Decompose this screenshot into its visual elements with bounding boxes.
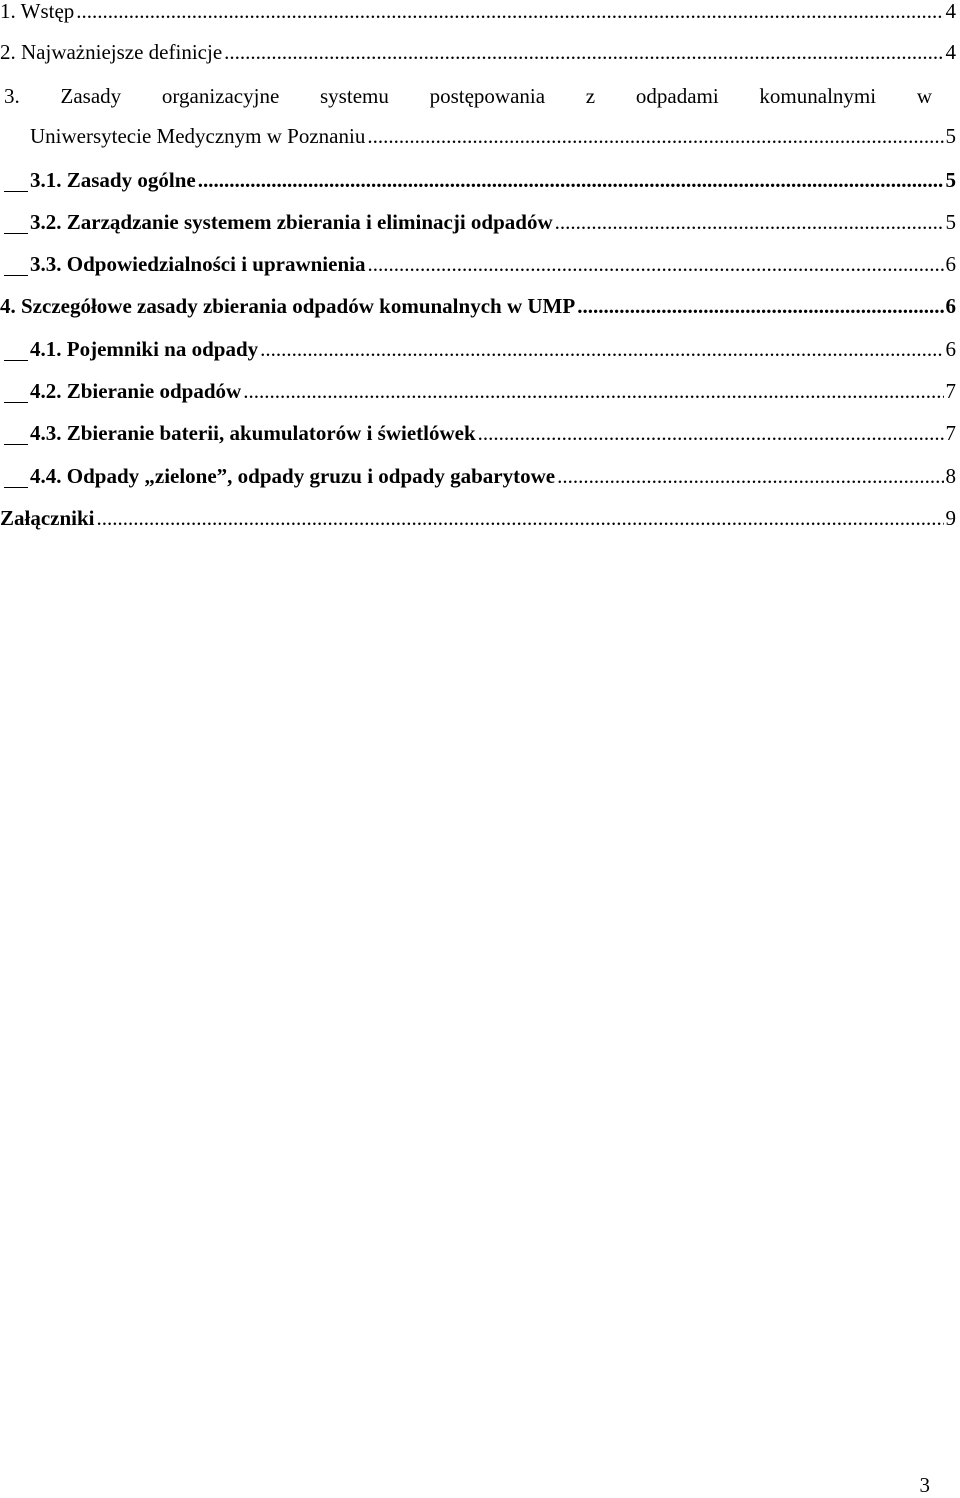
toc-entry-title: Załączniki <box>0 506 95 530</box>
toc-entry-zbieranie-odpadow[interactable] <box>0 376 960 406</box>
toc-entry-definicje[interactable] <box>0 37 960 67</box>
indent-marker <box>4 359 28 361</box>
dot-leader <box>260 334 943 364</box>
toc-entry-title: 3.3. Odpowiedzialności i uprawnienia <box>30 252 366 276</box>
toc-entry-title: 3.1. Zasady ogólne <box>30 168 196 192</box>
indent-marker <box>4 232 28 234</box>
toc-entry-page: 5 <box>945 124 956 148</box>
toc-entry-page: 6 <box>945 252 956 276</box>
dot-leader <box>198 165 944 195</box>
toc-entry-title: 4.3. Zbieranie baterii, akumulatorów i świetlówek <box>30 421 476 445</box>
toc-entry-page: 6 <box>945 294 956 318</box>
dot-leader <box>555 207 944 237</box>
toc-entry-zalaczniki[interactable] <box>0 503 960 533</box>
dot-leader <box>577 291 943 321</box>
toc-entry-odpady-zielone[interactable] <box>0 461 960 491</box>
dot-leader <box>76 0 943 26</box>
toc-entry-zasady-organizacyjne-line2[interactable] <box>0 121 960 151</box>
toc-entry-title-line1: 3. Zasady organizacyjne systemu postępowania z odpadami komunalnymi w <box>4 84 932 108</box>
toc-entry-title: 4.2. Zbieranie odpadów <box>30 379 242 403</box>
indent-marker <box>4 190 28 192</box>
toc-entry-page: 6 <box>945 337 956 361</box>
toc-entry-page: 5 <box>945 168 956 192</box>
toc-entry-page: 7 <box>945 379 956 403</box>
dot-leader <box>97 503 944 533</box>
dot-leader <box>243 376 943 406</box>
dot-leader <box>224 37 943 67</box>
toc-entry-title: 4.1. Pojemniki na odpady <box>30 337 259 361</box>
dot-leader <box>367 121 943 151</box>
indent-marker <box>4 443 28 445</box>
toc-entry-page: 5 <box>945 210 956 234</box>
toc-entry-page: 9 <box>945 506 956 530</box>
page-number: 3 <box>919 1473 930 1497</box>
toc-entry-zbieranie-baterii[interactable] <box>0 418 960 448</box>
toc-entry-title: 1. Wstęp <box>0 0 75 23</box>
toc-entry-page: 7 <box>945 421 956 445</box>
dot-leader <box>367 249 943 279</box>
toc-entry-odpowiedzialnosci[interactable] <box>0 249 960 279</box>
toc-entry-page: 8 <box>945 464 956 488</box>
toc-entry-zarzadzanie[interactable] <box>0 207 960 237</box>
toc-entry-title: 4. Szczegółowe zasady zbierania odpadów komunalnych w UMP <box>0 294 576 318</box>
toc-entry-szczegolowe-zasady[interactable] <box>0 291 960 321</box>
toc-entry-page: 4 <box>945 40 956 64</box>
toc-entry-zasady-ogolne[interactable] <box>0 165 960 195</box>
indent-marker <box>4 401 28 403</box>
toc-entry-title: 4.4. Odpady „zielone”, odpady gruzu i odpady gabarytowe <box>30 464 556 488</box>
toc-entry-title: 3.2. Zarządzanie systemem zbierania i eliminacji odpadów <box>30 210 553 234</box>
toc-entry-wstep[interactable] <box>0 0 960 26</box>
toc-entry-pojemniki[interactable] <box>0 334 960 364</box>
toc-entry-title-line2: Uniwersytecie Medycznym w Poznaniu <box>30 124 366 148</box>
indent-marker <box>4 274 28 276</box>
toc-entry-title: 2. Najważniejsze definicje <box>0 40 223 64</box>
toc-entry-page: 4 <box>945 0 956 23</box>
dot-leader <box>557 461 943 491</box>
indent-marker <box>4 486 28 488</box>
toc-entry-zasady-organizacyjne[interactable] <box>0 81 960 111</box>
dot-leader <box>478 418 944 448</box>
